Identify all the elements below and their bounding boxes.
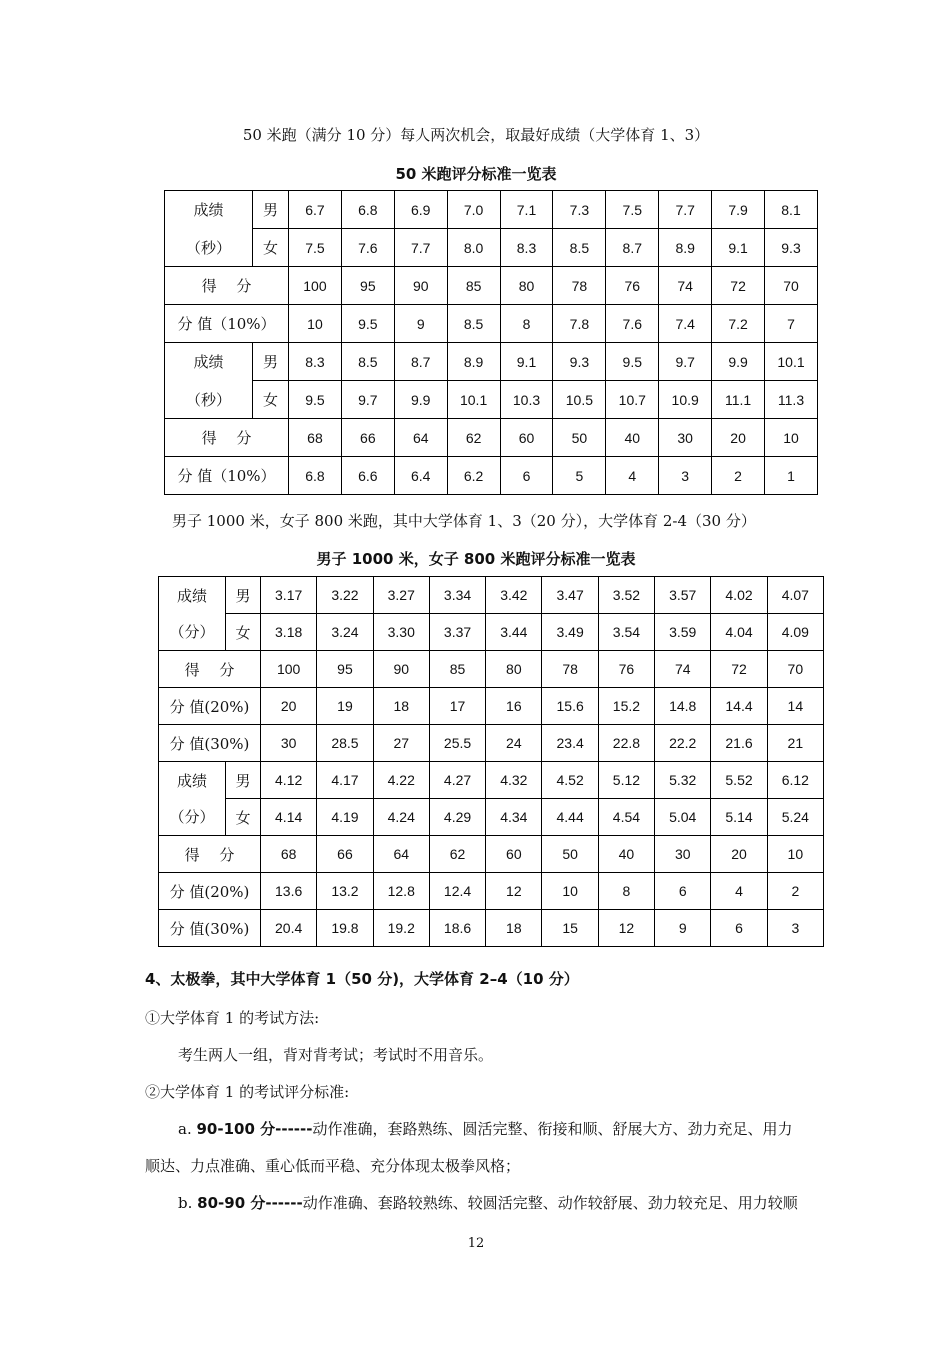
points-cell: 80 — [486, 651, 542, 688]
value-cell: 19.8 — [317, 910, 373, 947]
value-cell: 2 — [712, 457, 765, 495]
value-cell: 12.8 — [373, 873, 429, 910]
female-time-cell: 4.09 — [767, 614, 823, 651]
value-cell: 23.4 — [542, 725, 598, 762]
criterion-a-line2: 顺达、力点准确、重心低而平稳、充分体现太极拳风格； — [145, 1157, 521, 1175]
table-row — [165, 457, 818, 495]
table-row — [159, 873, 824, 910]
value-cell: 12 — [598, 910, 654, 947]
value-cell: 7.6 — [606, 305, 659, 343]
value-cell: 24 — [486, 725, 542, 762]
points-cell: 90 — [394, 267, 447, 305]
sprint-score-table — [164, 190, 818, 495]
criterion-a-score: 90-100 分------ — [196, 1120, 313, 1138]
score-unit-label: （秒） — [165, 381, 253, 419]
female-time-cell: 10.3 — [500, 381, 553, 419]
points-cell: 95 — [341, 267, 394, 305]
taiji-method-heading: ①大学体育 1 的考试方法: — [145, 1009, 320, 1027]
points-cell: 72 — [711, 651, 767, 688]
male-time-cell: 5.52 — [711, 762, 767, 799]
value-cell: 16 — [486, 688, 542, 725]
value-cell: 22.8 — [598, 725, 654, 762]
female-time-cell: 9.3 — [765, 229, 818, 267]
female-time-cell: 8.3 — [500, 229, 553, 267]
male-time-cell: 7.9 — [712, 191, 765, 229]
value-cell: 8 — [500, 305, 553, 343]
points-cell: 40 — [598, 836, 654, 873]
table-row — [159, 688, 824, 725]
female-time-cell: 3.37 — [429, 614, 485, 651]
score-label: 成绩 — [165, 191, 253, 229]
male-time-cell: 4.27 — [429, 762, 485, 799]
female-time-cell: 9.9 — [394, 381, 447, 419]
value-cell: 15.2 — [598, 688, 654, 725]
taiji-heading: 4、太极拳，其中大学体育 1（50 分)，大学体育 2–4（10 分） — [145, 970, 579, 988]
male-time-cell: 4.52 — [542, 762, 598, 799]
value-cell: 15.6 — [542, 688, 598, 725]
points-cell: 60 — [500, 419, 553, 457]
male-time-cell: 9.1 — [500, 343, 553, 381]
criterion-b-text: 动作准确、套路较熟练、较圆活完整、动作较舒展、劲力较充足、用力较顺 — [302, 1194, 798, 1212]
value-cell: 17 — [429, 688, 485, 725]
points-cell: 85 — [429, 651, 485, 688]
value-cell: 14.8 — [655, 688, 711, 725]
value-cell: 1 — [765, 457, 818, 495]
female-time-cell: 5.14 — [711, 799, 767, 836]
female-time-cell: 4.34 — [486, 799, 542, 836]
female-time-cell: 3.49 — [542, 614, 598, 651]
male-time-cell: 6.8 — [341, 191, 394, 229]
male-time-cell: 7.1 — [500, 191, 553, 229]
male-time-cell: 7.0 — [447, 191, 500, 229]
table-row — [159, 725, 824, 762]
female-label: 女 — [253, 381, 289, 419]
points-cell: 95 — [317, 651, 373, 688]
points-cell: 74 — [659, 267, 712, 305]
value-cell: 6.8 — [289, 457, 342, 495]
female-time-cell: 9.7 — [341, 381, 394, 419]
male-time-cell: 3.27 — [373, 577, 429, 614]
female-time-cell: 10.7 — [606, 381, 659, 419]
value-cell: 5 — [553, 457, 606, 495]
points-label: 得 分 — [159, 836, 261, 873]
value-cell: 25.5 — [429, 725, 485, 762]
criterion-a-line1 — [178, 1118, 838, 1139]
points-cell: 30 — [659, 419, 712, 457]
points-cell: 70 — [765, 267, 818, 305]
male-time-cell: 8.3 — [289, 343, 342, 381]
female-time-cell: 8.9 — [659, 229, 712, 267]
points-cell: 64 — [373, 836, 429, 873]
points-cell: 30 — [655, 836, 711, 873]
male-time-cell: 5.32 — [655, 762, 711, 799]
male-time-cell: 3.47 — [542, 577, 598, 614]
sprint-intro: 50 米跑（满分 10 分）每人两次机会，取最好成绩（大学体育 1、3） — [242, 126, 710, 144]
male-time-cell: 7.5 — [606, 191, 659, 229]
points-cell: 10 — [767, 836, 823, 873]
value-cell: 28.5 — [317, 725, 373, 762]
value-cell: 9 — [394, 305, 447, 343]
male-time-cell: 9.9 — [712, 343, 765, 381]
distance-intro: 男子 1000 米，女子 800 米跑，其中大学体育 1、3（20 分），大学体育 2-4（30 分） — [172, 512, 756, 530]
table-row — [159, 799, 824, 836]
female-time-cell: 3.24 — [317, 614, 373, 651]
male-time-cell: 9.7 — [659, 343, 712, 381]
points-cell: 68 — [261, 836, 317, 873]
male-label: 男 — [226, 577, 261, 614]
points-cell: 20 — [712, 419, 765, 457]
value-cell: 6.2 — [447, 457, 500, 495]
page-number: 12 — [467, 1236, 485, 1251]
male-time-cell: 3.34 — [429, 577, 485, 614]
points-cell: 66 — [341, 419, 394, 457]
value-label: 分 值(20%) — [159, 688, 261, 725]
score-label: 成绩 — [159, 577, 226, 614]
points-cell: 20 — [711, 836, 767, 873]
points-cell: 90 — [373, 651, 429, 688]
points-cell: 62 — [447, 419, 500, 457]
female-time-cell: 3.54 — [598, 614, 654, 651]
male-time-cell: 4.07 — [767, 577, 823, 614]
criterion-b-prefix: b. — [178, 1194, 193, 1212]
male-time-cell: 3.22 — [317, 577, 373, 614]
points-cell: 70 — [767, 651, 823, 688]
male-time-cell: 4.02 — [711, 577, 767, 614]
male-time-cell: 5.12 — [598, 762, 654, 799]
male-time-cell: 3.57 — [655, 577, 711, 614]
female-time-cell: 4.04 — [711, 614, 767, 651]
table-row — [159, 577, 824, 614]
points-cell: 68 — [289, 419, 342, 457]
male-time-cell: 9.5 — [606, 343, 659, 381]
taiji-criteria-heading: ②大学体育 1 的考试评分标准: — [145, 1083, 350, 1101]
value-label: 分 值(30%) — [159, 910, 261, 947]
female-label: 女 — [226, 614, 261, 651]
female-time-cell: 11.1 — [712, 381, 765, 419]
value-cell: 13.6 — [261, 873, 317, 910]
value-cell: 9.5 — [341, 305, 394, 343]
male-time-cell: 7.7 — [659, 191, 712, 229]
male-time-cell: 6.7 — [289, 191, 342, 229]
table-row — [159, 762, 824, 799]
taiji-method-text: 考生两人一组，背对背考试；考试时不用音乐。 — [178, 1046, 494, 1064]
value-cell: 8.5 — [447, 305, 500, 343]
points-cell: 100 — [289, 267, 342, 305]
distance-score-table — [158, 576, 824, 947]
value-cell: 10 — [289, 305, 342, 343]
female-time-cell: 10.9 — [659, 381, 712, 419]
female-time-cell: 8.7 — [606, 229, 659, 267]
points-cell: 62 — [429, 836, 485, 873]
male-time-cell: 8.5 — [341, 343, 394, 381]
value-cell: 14 — [767, 688, 823, 725]
male-time-cell: 4.22 — [373, 762, 429, 799]
female-time-cell: 7.6 — [341, 229, 394, 267]
criterion-b-score: 80-90 分------ — [197, 1194, 303, 1212]
points-cell: 80 — [500, 267, 553, 305]
table-row — [165, 229, 818, 267]
value-cell: 6.4 — [394, 457, 447, 495]
value-cell: 18 — [486, 910, 542, 947]
criterion-a-text: 动作准确，套路熟练、圆活完整、衔接和顺、舒展大方、劲力充足、用力 — [312, 1120, 793, 1138]
female-time-cell: 3.18 — [261, 614, 317, 651]
value-cell: 7.2 — [712, 305, 765, 343]
male-time-cell: 3.52 — [598, 577, 654, 614]
female-time-cell: 3.44 — [486, 614, 542, 651]
female-time-cell: 7.7 — [394, 229, 447, 267]
table-row — [159, 910, 824, 947]
male-label: 男 — [253, 191, 289, 229]
points-cell: 64 — [394, 419, 447, 457]
table-row — [159, 614, 824, 651]
score-unit-label: （秒） — [165, 229, 253, 267]
male-time-cell: 8.1 — [765, 191, 818, 229]
female-time-cell: 4.24 — [373, 799, 429, 836]
value-cell: 4 — [606, 457, 659, 495]
female-time-cell: 8.0 — [447, 229, 500, 267]
value-cell: 7.8 — [553, 305, 606, 343]
female-time-cell: 10.1 — [447, 381, 500, 419]
female-time-cell: 9.5 — [289, 381, 342, 419]
value-cell: 6 — [655, 873, 711, 910]
value-cell: 12.4 — [429, 873, 485, 910]
female-time-cell: 4.14 — [261, 799, 317, 836]
female-time-cell: 4.19 — [317, 799, 373, 836]
value-cell: 15 — [542, 910, 598, 947]
female-time-cell: 10.5 — [553, 381, 606, 419]
male-time-cell: 9.3 — [553, 343, 606, 381]
score-label: 成绩 — [165, 343, 253, 381]
male-time-cell: 3.42 — [486, 577, 542, 614]
value-cell: 18 — [373, 688, 429, 725]
value-cell: 14.4 — [711, 688, 767, 725]
distance-table-title: 男子 1000 米，女子 800 米跑评分标准一览表 — [316, 550, 636, 568]
value-cell: 12 — [486, 873, 542, 910]
score-unit-label: （分） — [159, 799, 226, 836]
table-row — [165, 267, 818, 305]
points-cell: 76 — [598, 651, 654, 688]
points-cell: 66 — [317, 836, 373, 873]
female-time-cell: 4.44 — [542, 799, 598, 836]
table-row — [159, 836, 824, 873]
points-label: 得 分 — [159, 651, 261, 688]
sprint-table-title: 50 米跑评分标准一览表 — [395, 165, 557, 183]
male-time-cell: 8.9 — [447, 343, 500, 381]
table-row — [159, 651, 824, 688]
points-cell: 100 — [261, 651, 317, 688]
score-unit-label: （分） — [159, 614, 226, 651]
value-cell: 21.6 — [711, 725, 767, 762]
female-time-cell: 8.5 — [553, 229, 606, 267]
female-time-cell: 9.1 — [712, 229, 765, 267]
value-cell: 2 — [767, 873, 823, 910]
value-cell: 10 — [542, 873, 598, 910]
points-cell: 50 — [553, 419, 606, 457]
points-cell: 40 — [606, 419, 659, 457]
table-row — [165, 191, 818, 229]
value-cell: 4 — [711, 873, 767, 910]
points-cell: 72 — [712, 267, 765, 305]
value-cell: 3 — [659, 457, 712, 495]
table-row — [165, 381, 818, 419]
points-cell: 78 — [553, 267, 606, 305]
value-label: 分 值（10%） — [165, 305, 289, 343]
female-label: 女 — [226, 799, 261, 836]
female-time-cell: 11.3 — [765, 381, 818, 419]
table-row — [165, 305, 818, 343]
value-label: 分 值(20%) — [159, 873, 261, 910]
female-time-cell: 4.54 — [598, 799, 654, 836]
value-cell: 30 — [261, 725, 317, 762]
value-cell: 7.4 — [659, 305, 712, 343]
points-cell: 76 — [606, 267, 659, 305]
female-time-cell: 5.04 — [655, 799, 711, 836]
female-time-cell: 3.59 — [655, 614, 711, 651]
value-cell: 20 — [261, 688, 317, 725]
value-cell: 20.4 — [261, 910, 317, 947]
value-cell: 21 — [767, 725, 823, 762]
male-time-cell: 4.12 — [261, 762, 317, 799]
value-cell: 8 — [598, 873, 654, 910]
male-time-cell: 3.17 — [261, 577, 317, 614]
value-cell: 27 — [373, 725, 429, 762]
female-time-cell: 3.30 — [373, 614, 429, 651]
value-cell: 18.6 — [429, 910, 485, 947]
value-cell: 19 — [317, 688, 373, 725]
value-cell: 7 — [765, 305, 818, 343]
score-label: 成绩 — [159, 762, 226, 799]
male-time-cell: 10.1 — [765, 343, 818, 381]
points-cell: 74 — [655, 651, 711, 688]
points-cell: 78 — [542, 651, 598, 688]
female-time-cell: 5.24 — [767, 799, 823, 836]
table-row — [165, 419, 818, 457]
points-label: 得 分 — [165, 267, 289, 305]
value-cell: 13.2 — [317, 873, 373, 910]
value-label: 分 值（10%） — [165, 457, 289, 495]
value-cell: 19.2 — [373, 910, 429, 947]
criterion-a-prefix: a. — [178, 1120, 192, 1138]
points-cell: 85 — [447, 267, 500, 305]
female-time-cell: 4.29 — [429, 799, 485, 836]
value-cell: 3 — [767, 910, 823, 947]
value-cell: 6 — [711, 910, 767, 947]
points-label: 得 分 — [165, 419, 289, 457]
points-cell: 10 — [765, 419, 818, 457]
female-time-cell: 7.5 — [289, 229, 342, 267]
criterion-b-line1 — [178, 1192, 838, 1213]
value-cell: 6.6 — [341, 457, 394, 495]
male-time-cell: 6.9 — [394, 191, 447, 229]
points-cell: 60 — [486, 836, 542, 873]
male-time-cell: 6.12 — [767, 762, 823, 799]
value-cell: 6 — [500, 457, 553, 495]
points-cell: 50 — [542, 836, 598, 873]
female-label: 女 — [253, 229, 289, 267]
male-time-cell: 4.17 — [317, 762, 373, 799]
value-cell: 22.2 — [655, 725, 711, 762]
table-row — [165, 343, 818, 381]
male-label: 男 — [226, 762, 261, 799]
value-label: 分 值(30%) — [159, 725, 261, 762]
value-cell: 9 — [655, 910, 711, 947]
male-label: 男 — [253, 343, 289, 381]
male-time-cell: 8.7 — [394, 343, 447, 381]
male-time-cell: 4.32 — [486, 762, 542, 799]
male-time-cell: 7.3 — [553, 191, 606, 229]
